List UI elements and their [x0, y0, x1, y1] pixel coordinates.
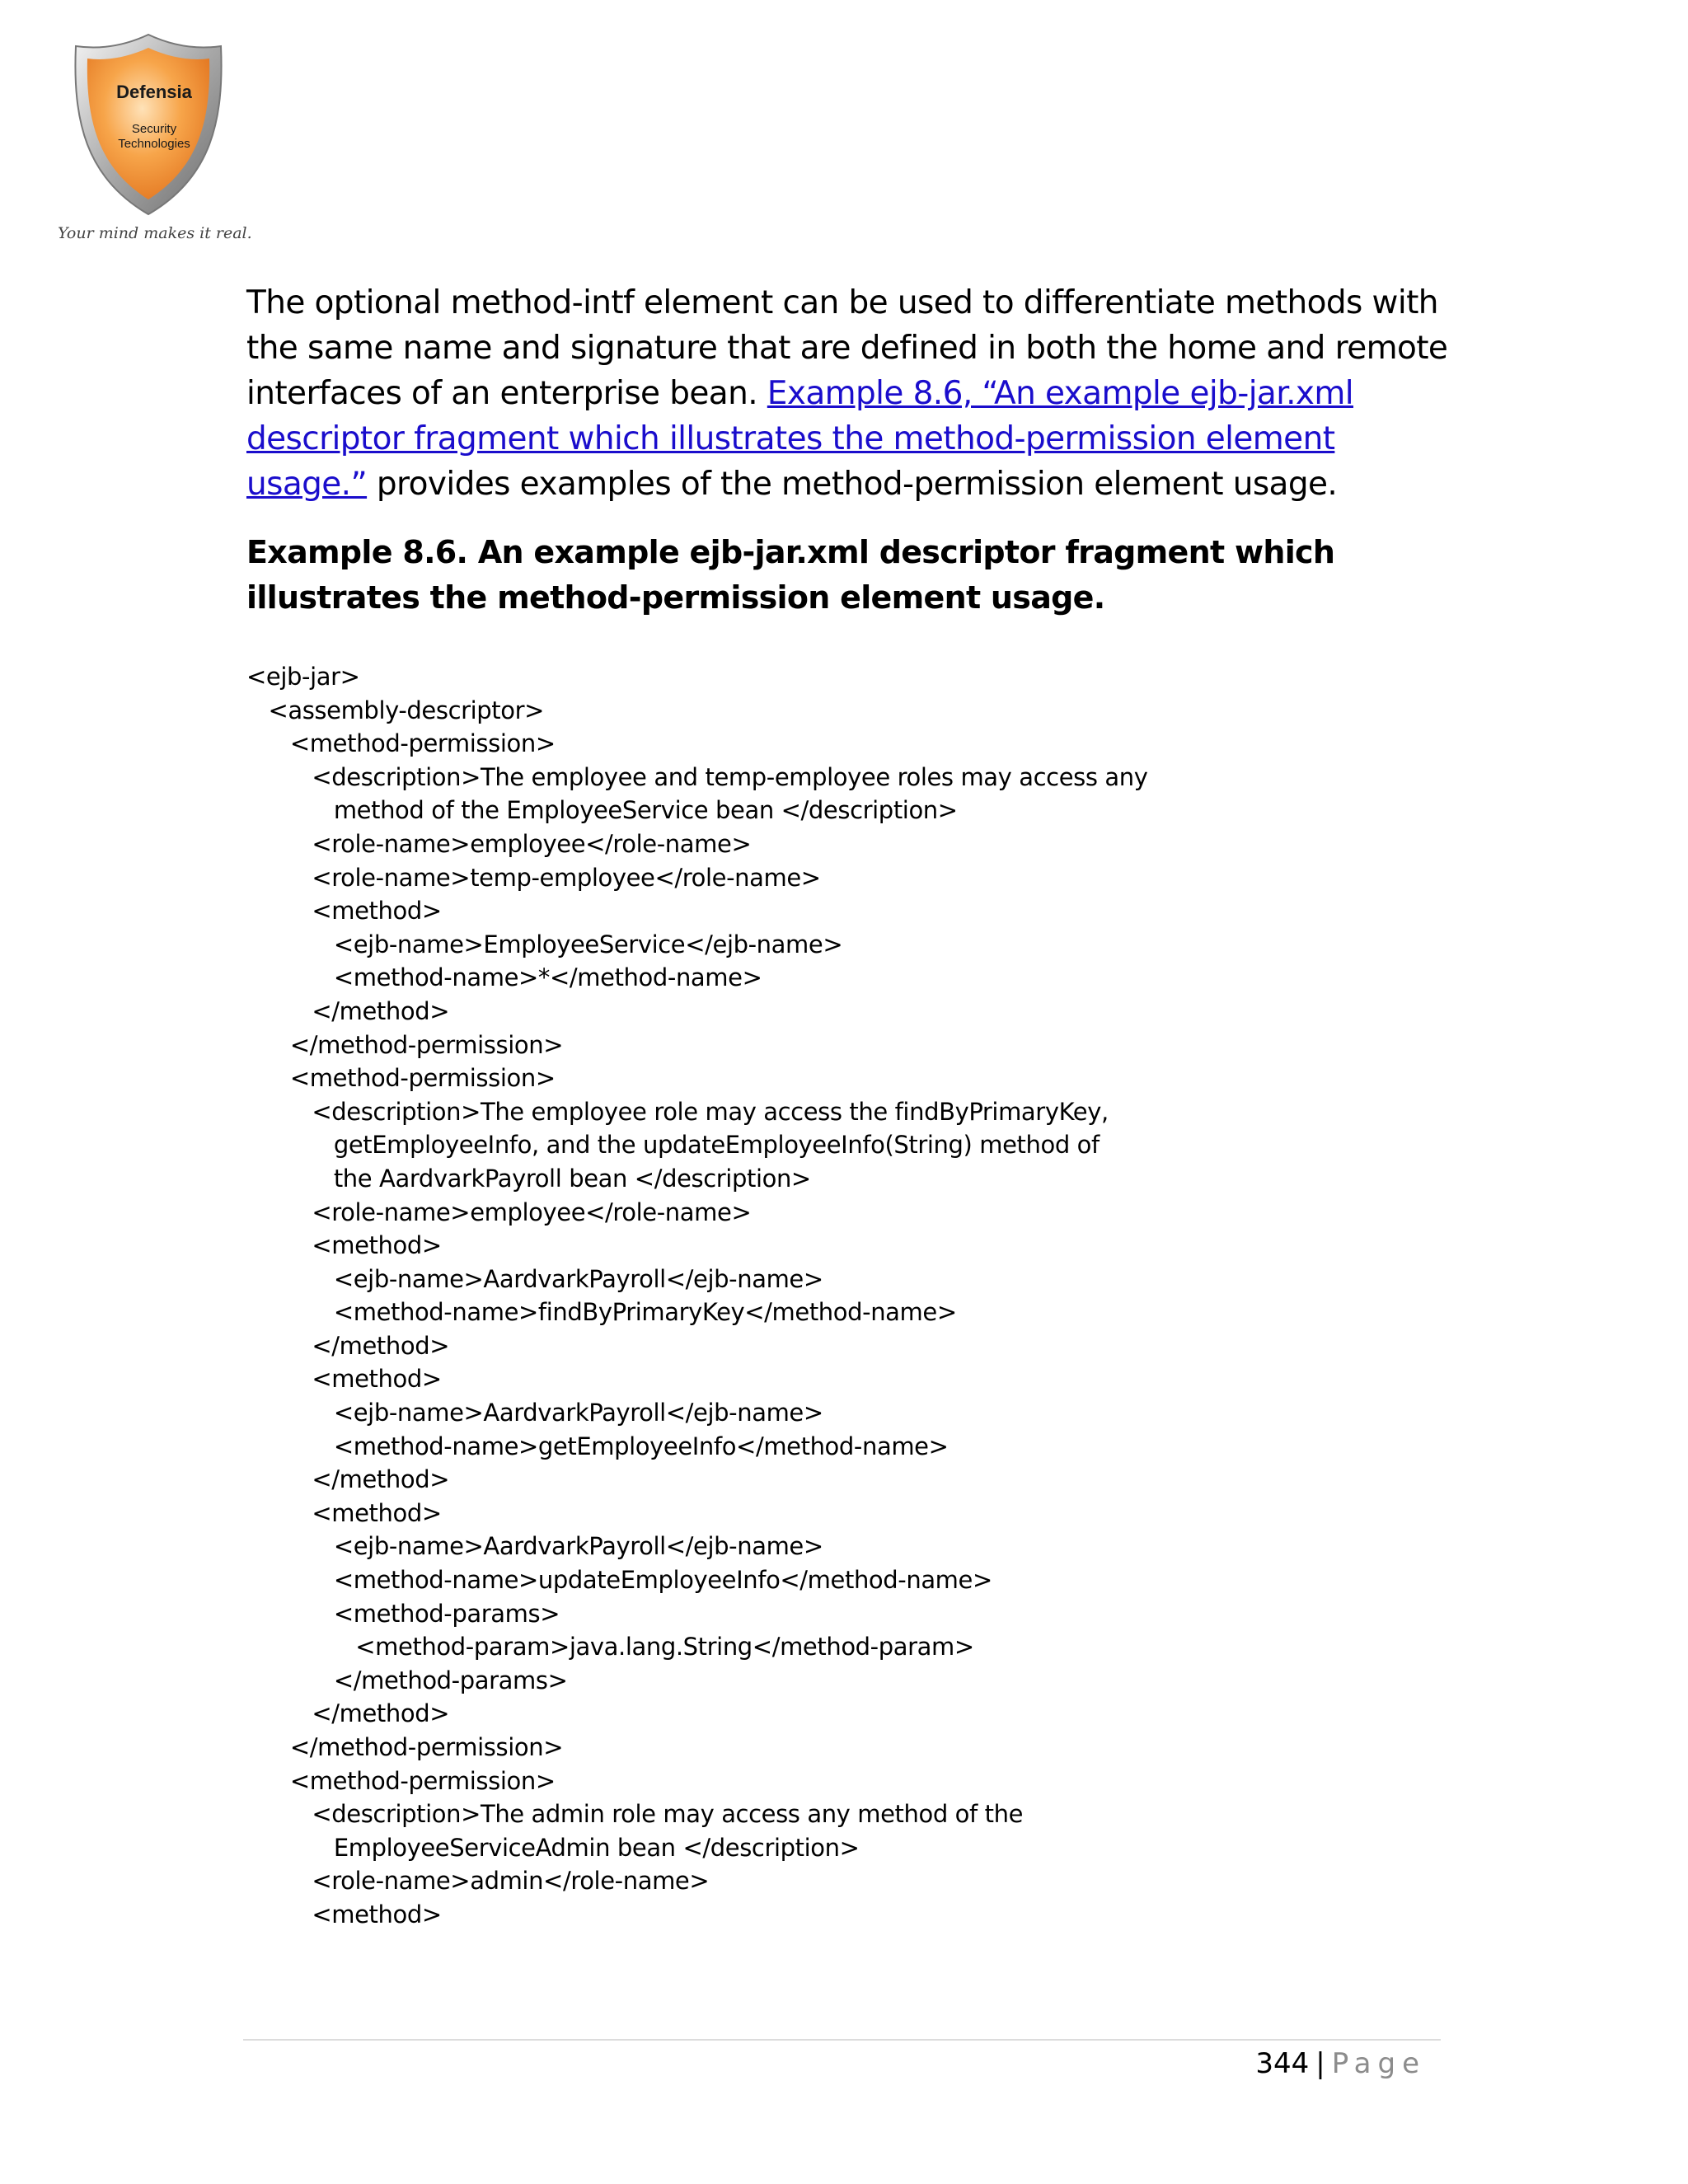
- example-link[interactable]: Example 8.6, “An example ejb-jar.xml descriptor fragment which illustrates the method-permission element usage.”: [246, 375, 1353, 503]
- code-line: <role-name>employee</role-name>: [246, 829, 752, 858]
- code-line: <method>: [246, 1900, 442, 1929]
- code-line: <method-name>updateEmployeeInfo</method-name>: [246, 1566, 992, 1595]
- page-label: Page: [1331, 2047, 1426, 2080]
- code-line: </method>: [246, 996, 450, 1025]
- code-line: <ejb-name>EmployeeService</ejb-name>: [246, 930, 843, 958]
- intro-text-before: The optional method-intf element can be used to differentiate methods with the same name and signature that are defined in both the home and remote interfaces of an enterprise bean.: [246, 284, 1448, 412]
- code-line: <ejb-jar>: [246, 663, 360, 691]
- code-line: </method>: [246, 1331, 450, 1360]
- page-number: 344: [1255, 2047, 1310, 2080]
- code-line: method of the EmployeeService bean </description>: [246, 796, 958, 825]
- code-line: <method-param>java.lang.String</method-param>: [246, 1633, 974, 1661]
- intro-paragraph: [246, 280, 1450, 507]
- code-line: <method-permission>: [246, 1766, 556, 1795]
- code-line: <method>: [246, 897, 442, 926]
- page-content: [246, 280, 1450, 1932]
- example-heading: Example 8.6. An example ejb-jar.xml descriptor fragment which illustrates the method-permission element usage.: [246, 534, 1335, 616]
- code-line: <role-name>temp-employee</role-name>: [246, 863, 821, 892]
- code-line: <method-name>*</method-name>: [246, 963, 762, 992]
- code-line: EmployeeServiceAdmin bean </description>: [246, 1833, 860, 1862]
- logo-subtitle-line2: Technologies: [118, 137, 190, 151]
- logo-brand-name: Defensia: [116, 82, 192, 102]
- code-line: </method-params>: [246, 1666, 568, 1694]
- code-line: <method>: [246, 1231, 442, 1260]
- code-line: <role-name>employee</role-name>: [246, 1197, 752, 1226]
- code-line: <ejb-name>AardvarkPayroll</ejb-name>: [246, 1264, 823, 1293]
- code-line: <ejb-name>AardvarkPayroll</ejb-name>: [246, 1532, 823, 1561]
- intro-text-after: provides examples of the method-permission element usage.: [367, 466, 1338, 503]
- code-line: the AardvarkPayroll bean </description>: [246, 1164, 811, 1193]
- logo-tagline: Your mind makes it real.: [58, 224, 252, 242]
- code-line: </method-permission>: [246, 1733, 564, 1761]
- code-line: <method-name>findByPrimaryKey</method-name>: [246, 1298, 957, 1327]
- code-line: </method>: [246, 1465, 450, 1494]
- code-line: <description>The admin role may access any method of the: [246, 1800, 1024, 1829]
- logo-subtitle-line1: Security: [131, 122, 177, 136]
- code-line: getEmployeeInfo, and the updateEmployeeInfo(String) method of: [246, 1131, 1100, 1160]
- code-line: <method-name>getEmployeeInfo</method-name>: [246, 1432, 949, 1460]
- code-line: <method>: [246, 1365, 442, 1394]
- company-logo: [58, 30, 252, 252]
- code-line: <method>: [246, 1498, 442, 1527]
- code-line: </method-permission>: [246, 1030, 564, 1059]
- page-footer: [1255, 2047, 1426, 2080]
- code-line: <method-permission>: [246, 1064, 556, 1093]
- code-line: <description>The employee and temp-employee roles may access any: [246, 762, 1148, 791]
- code-line: <assembly-descriptor>: [246, 696, 545, 724]
- code-listing: [246, 660, 1450, 1932]
- footer-divider: [243, 2039, 1441, 2041]
- code-line: <method-params>: [246, 1599, 560, 1628]
- code-line: </method>: [246, 1699, 450, 1728]
- page-separator: |: [1315, 2047, 1325, 2080]
- code-line: <role-name>admin</role-name>: [246, 1867, 710, 1896]
- code-line: <description>The employee role may access the findByPrimaryKey,: [246, 1097, 1109, 1126]
- code-line: <method-permission>: [246, 729, 556, 758]
- code-line: <ejb-name>AardvarkPayroll</ejb-name>: [246, 1399, 823, 1427]
